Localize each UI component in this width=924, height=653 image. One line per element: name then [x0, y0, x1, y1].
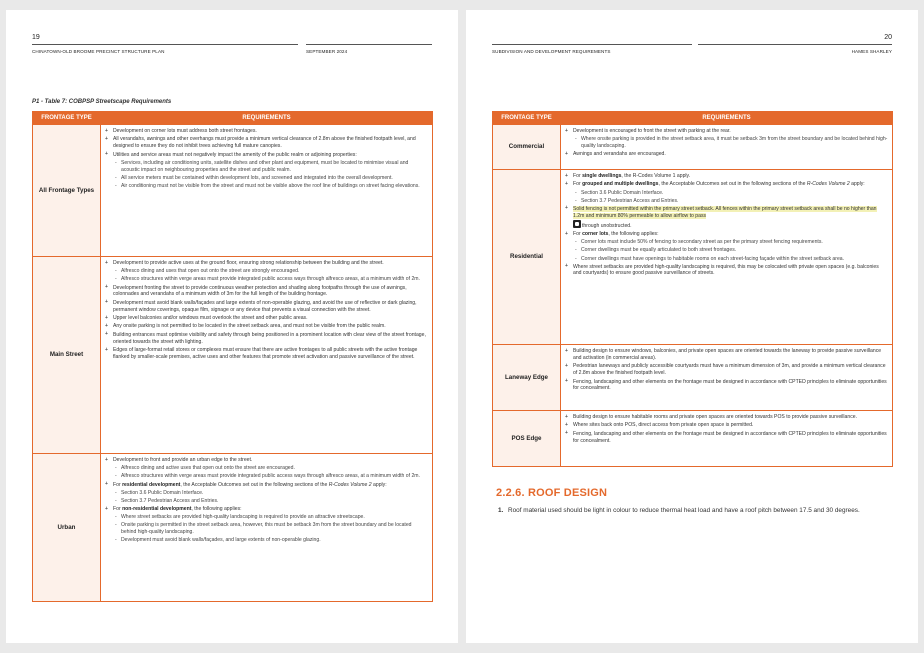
list-item: + All verandahs, awnings and other overhangs must provide a minimum vertical clearance of 2.8m above the finished footpath level, and designed to ensure they do not inhibit trees achieving full mature canopies.	[105, 136, 428, 150]
frontage-type-cell: Commercial	[493, 125, 561, 170]
list-item: + Development on corner lots must address both street frontages.	[105, 128, 428, 135]
table-row	[493, 345, 893, 411]
requirements-cell	[101, 257, 433, 454]
sub-list-item: - Alfresco structures within verge areas must provide integrated public access ways through alfresco areas, at a minimum width of 2m.	[105, 276, 428, 283]
sub-list-item: - Development must avoid blank walls/façades, and large extents of non-operable glazing.	[105, 537, 428, 544]
table-row	[33, 454, 433, 602]
page-19	[6, 10, 458, 643]
list-item: + Building design to ensure habitable rooms and private open spaces are oriented towards POS to provide passive surveillance.	[565, 414, 888, 421]
list-item: + Where sites back onto POS, direct access from private open space is permitted.	[565, 422, 888, 429]
list-item: + Fencing, landscaping and other elements on the frontage must be designed in accordance with CPTED principles to eliminate opportunities for concealment.	[565, 431, 888, 445]
frontage-type-cell: Main Street	[33, 257, 101, 454]
requirements-cell	[561, 170, 893, 345]
list-item: + Development is encouraged to front the street with parking at the rear.	[565, 128, 888, 135]
sub-list-item: - Corner lots must include 50% of fencing to secondary street as per the primary street fencing requirements.	[565, 239, 888, 246]
table-row	[493, 125, 893, 170]
streetscape-requirements-table-continued	[492, 111, 893, 467]
list-item-highlighted[interactable]: + Solid fencing is not permitted within the primary street setback. All fences within the primary street setback area shall be no higher than 1.2m and minimum 80% permeable to allow airflow to pass through unobstructed.	[565, 206, 888, 230]
list-item: + Development fronting the street to provide continuous weather protection and shading along footpaths through the use of awnings, colonnades and verandahs of a minimum width of 3m for the full length of the building frontage.	[105, 285, 428, 299]
table-row	[33, 257, 433, 454]
col-frontage-type: FRONTAGE TYPE	[493, 112, 561, 125]
list-item: + Edges of large-format retail stores or complexes must ensure that there are active frontages to all public streets with the active frontage flanked by smaller-scale premises, active uses and other features that promote street activation and passive surveillance of the street.	[105, 347, 428, 361]
list-item: + For grouped and multiple dwellings, the Acceptable Outcomes set out in the following sections of the R-Codes Volume 2 apply:	[565, 181, 888, 188]
frontage-type-cell: POS Edge	[493, 411, 561, 467]
sub-list-item: - Air conditioning must not be visible from the street and must not be visible above the roof line of buildings on street facing elevations.	[105, 183, 428, 190]
requirements-cell	[561, 345, 893, 411]
list-item: + Development to provide active uses at the ground floor, ensuring strong relationship between the building and the street.	[105, 260, 428, 267]
section-heading: 2.2.6. ROOF DESIGN	[496, 487, 608, 499]
running-header-title: CHINATOWN-OLD BROOME PRECINCT STRUCTURE PLAN	[32, 44, 298, 58]
table-caption: P1 - Table 7: COBPSP Streetscape Requirements	[32, 99, 172, 105]
list-item: + For residential development, the Acceptable Outcomes set out in the following sections of the R-Codes Volume 2 apply:	[105, 482, 428, 489]
sub-list-item: - Alfresco dining and uses that open out onto the street are strongly encouraged.	[105, 268, 428, 275]
table-row	[493, 411, 893, 467]
list-item: + Fencing, landscaping and other elements on the frontage must be designed in accordance with CPTED principles to eliminate opportunities for concealment.	[565, 379, 888, 393]
running-header-date: SEPTEMBER 2024	[306, 44, 432, 58]
sub-list-item: - Where onsite parking is provided in the street setback area, it must be setback 3m from the street boundary and be located behind high-quality landscaping.	[565, 136, 888, 150]
list-item: + Pedestrian laneways and publicly accessible courtyards must have a minimum dimension of 3m, and provide a minimum vertical clearance of 2.8m above the finished footpath level.	[565, 363, 888, 377]
streetscape-requirements-table	[32, 111, 433, 602]
page-number: 20	[884, 34, 892, 41]
sub-list-item: - Where street setbacks are provided high-quality landscaping is required to provide an attractive streetscape.	[105, 514, 428, 521]
table-row	[33, 125, 433, 257]
item-text: Roof material used should be light in colour to reduce thermal heat load and have a roof pitch between 17.5 and 30 degrees.	[508, 507, 860, 514]
list-item: + Development to front and provide an urban edge to the street.	[105, 457, 428, 464]
requirements-cell	[101, 125, 433, 257]
sub-list-item: - Onsite parking is permitted in the street setback area, however, this must be setback 3m from the street boundary and be located behind high-quality landscaping.	[105, 522, 428, 536]
list-item: + Building design to ensure windows, balconies, and private open spaces are oriented towards the laneway to provide passive surveillance and activation (in commercial areas).	[565, 348, 888, 362]
col-requirements: REQUIREMENTS	[561, 112, 893, 125]
col-requirements: REQUIREMENTS	[101, 112, 433, 125]
frontage-type-cell: All Frontage Types	[33, 125, 101, 257]
table-header-row	[493, 112, 893, 125]
requirements-cell	[101, 454, 433, 602]
requirements-cell	[561, 125, 893, 170]
list-item: + Development must avoid blank walls/façades and large extents of non-operable glazing, and avoid the use of reflective or dark glazing, permanent window coverings, opaque film, signage or any device that prevents a visual connection with the street.	[105, 300, 428, 314]
sub-list-item: - Corner dwellings must have openings to habitable rooms on each street-facing façade within the street setback area.	[565, 256, 888, 263]
sub-list-item: - Section 3.6 Public Domain Interface.	[565, 190, 888, 197]
page-number: 19	[32, 34, 40, 41]
list-item: + Building entrances must optimise visibility and safety through being positioned in a prominent location with clear view of the street frontage, oriented towards the street with lighting.	[105, 332, 428, 346]
highlighted-text[interactable]: Solid fencing is not permitted within the primary street setback. All fences within the primary street setback area shall be no higher than 1.2m and minimum 80% permeable to allow airflow to pass	[573, 205, 877, 219]
frontage-type-cell: Urban	[33, 454, 101, 602]
numbered-item	[496, 506, 888, 515]
list-item: + For single dwellings, the R-Codes Volume 1 apply.	[565, 173, 888, 180]
sub-list-item: - Section 3.7 Pedestrian Access and Entries.	[565, 198, 888, 205]
frontage-type-cell: Residential	[493, 170, 561, 345]
running-header-section: SUBDIVISION AND DEVELOPMENT REQUIREMENTS	[492, 44, 692, 58]
page-20	[466, 10, 918, 643]
frontage-type-cell: Laneway Edge	[493, 345, 561, 411]
sub-list-item: - Alfresco structures within verge areas must provide integrated public access ways through alfresco areas, at a minimum width of 2m.	[105, 473, 428, 480]
list-item: + Any onsite parking is not permitted to be located in the street setback area, and must not be visible from the public realm.	[105, 323, 428, 330]
cursor-icon	[573, 220, 581, 228]
list-item: + Where street setbacks are provided high-quality landscaping is required, this may be colocated with private open spaces (e.g. balconies and courtyards) to ensure good passive surveillance of streets.	[565, 264, 888, 278]
list-item: + Upper level balconies and/or windows must overlook the street and other public areas.	[105, 315, 428, 322]
sub-list-item: - Section 3.6 Public Domain Interface.	[105, 490, 428, 497]
running-header-company: HAMES SHARLEY	[698, 44, 892, 58]
sub-list-item: - Section 3.7 Pedestrian Access and Entries.	[105, 498, 428, 505]
col-frontage-type: FRONTAGE TYPE	[33, 112, 101, 125]
list-item: + For non-residential development, the following applies:	[105, 506, 428, 513]
item-number: 1.	[498, 507, 504, 514]
sub-list-item: - Corner dwellings must be equally articulated to both street frontages.	[565, 247, 888, 254]
list-item: + Utilities and service areas must not negatively impact the amenity of the public realm or adjoining properties:	[105, 152, 428, 159]
sub-list-item: - All service meters must be contained within development lots, and screened and integrated into the overall development.	[105, 175, 428, 182]
sub-list-item: - Services, including air conditioning units, satellite dishes and other plant and equipment, must be located to minimise visual and acoustic impact on neighbouring properties and the street and public realm.	[105, 160, 428, 174]
list-item: + Awnings and verandahs are encouraged.	[565, 151, 888, 158]
requirements-cell	[561, 411, 893, 467]
table-header-row	[33, 112, 433, 125]
table-row	[493, 170, 893, 345]
list-item: + For corner lots, the following applies:	[565, 231, 888, 238]
sub-list-item: - Alfresco dining and active uses that open out onto the street are encouraged.	[105, 465, 428, 472]
